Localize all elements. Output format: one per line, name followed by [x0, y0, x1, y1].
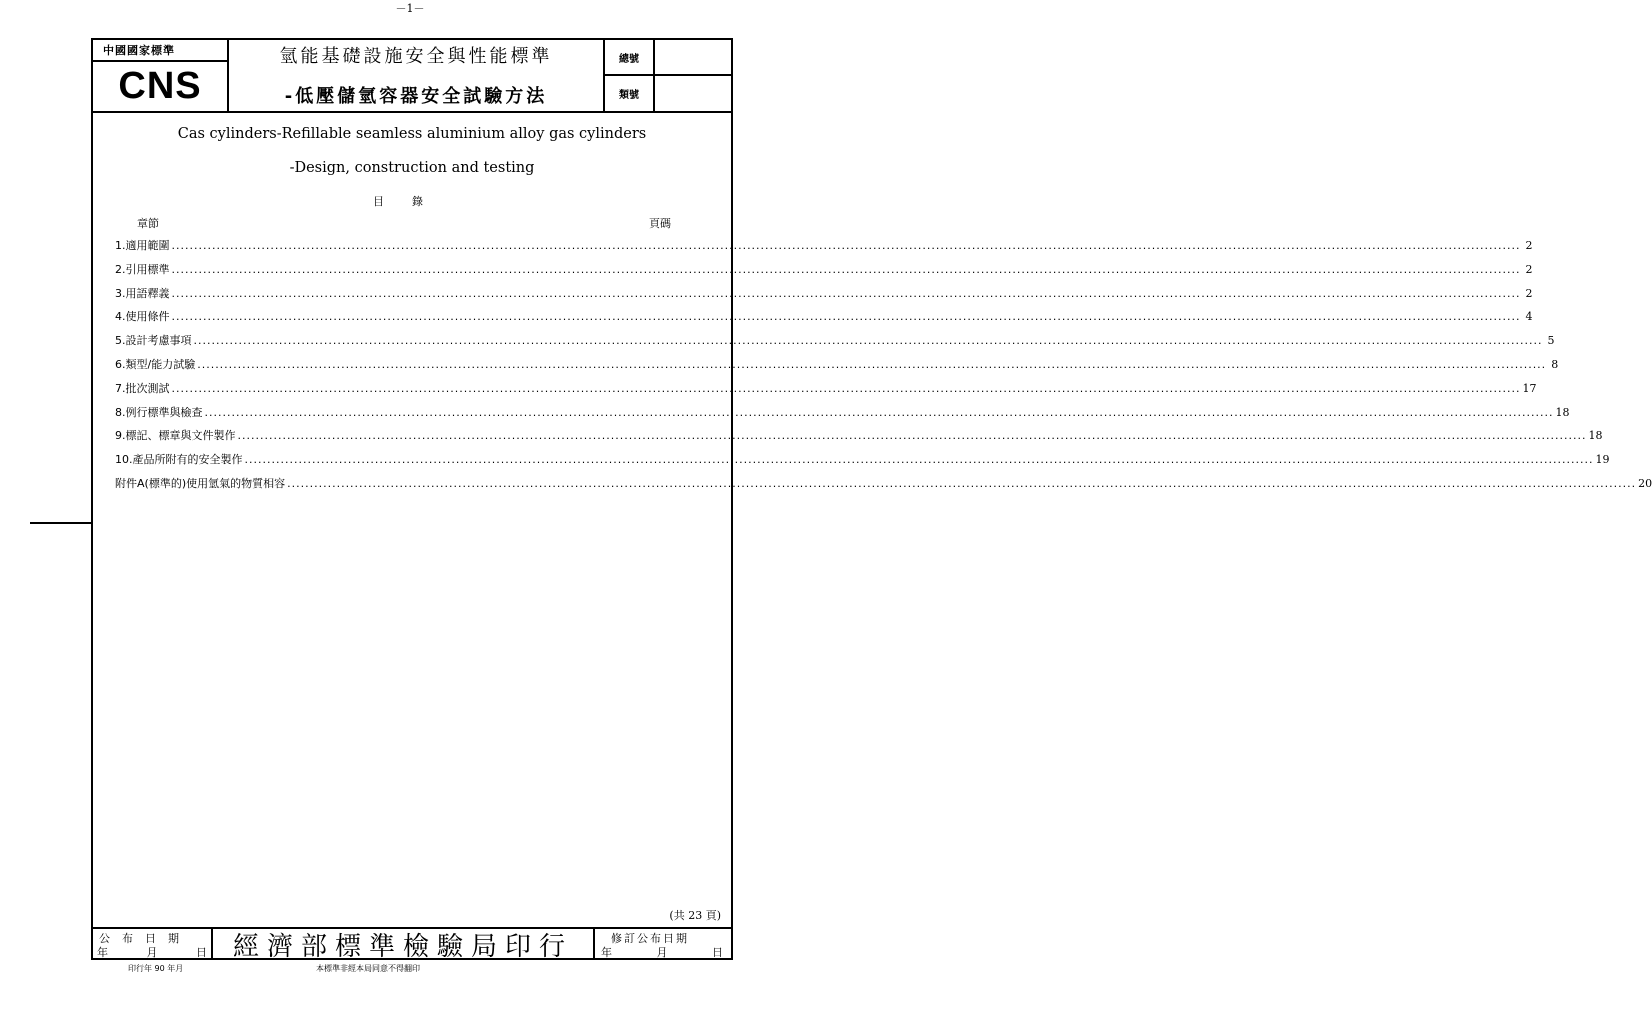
toc-entry-page: 4 — [1525, 310, 1533, 324]
toc-entry-label: 4.使用條件 — [115, 310, 170, 324]
toc-entry-page: 17 — [1522, 381, 1537, 395]
english-title-line2: -Design, construction and testing — [289, 160, 535, 176]
revision-date-fields — [601, 944, 723, 960]
toc-leader-dots: ............................................................................................................................................................................................................................................................................................................ — [171, 239, 1521, 252]
toc-entry — [115, 404, 1570, 428]
publish-day: 日 — [196, 946, 207, 959]
toc-entry — [115, 308, 1533, 332]
footer-block — [93, 927, 731, 960]
class-number-value — [655, 76, 731, 111]
org-label: 中國國家標準 — [93, 40, 229, 62]
document-subtitle: -低壓儲氫容器安全試驗方法 — [284, 86, 548, 107]
class-number-label: 類號 — [605, 76, 655, 111]
revision-month: 月 — [656, 946, 668, 959]
toc-entry-label: 9.標記、標章與文件製作 — [115, 429, 236, 443]
toc-leader-dots: ............................................................................................................................................................................................................................................................................................................ — [171, 381, 1521, 395]
toc-entry-page: 2 — [1525, 262, 1533, 276]
revision-date-cell — [595, 929, 731, 960]
cns-logo: CNS — [93, 62, 229, 111]
toc-entry-label: 2.引用標準 — [115, 262, 170, 276]
toc-page-header: 頁碼 — [649, 217, 671, 230]
english-title-line1: Cas cylinders-Refillable seamless aluminium alloy gas cylinders — [177, 126, 647, 142]
toc-entry-page: 18 — [1555, 405, 1570, 419]
toc-entry-label: 8.例行標準與檢查 — [115, 405, 203, 419]
toc-entry-page: 2 — [1525, 286, 1533, 300]
toc-chapter-header: 章節 — [137, 217, 159, 230]
toc-entry — [115, 261, 1533, 285]
toc-leader-dots: ............................................................................................................................................................................................................................................................................................................ — [244, 453, 1594, 467]
toc-leader-dots: ............................................................................................................................................................................................................................................................................................................ — [287, 476, 1637, 490]
print-note: 印行年 90 年月 — [128, 964, 184, 973]
toc-entry-label: 10.產品所附有的安全製作 — [115, 453, 243, 467]
toc-entry-page: 18 — [1588, 429, 1603, 443]
toc-leader-dots: ............................................................................................................................................................................................................................................................................................................ — [197, 357, 1547, 371]
toc-entry — [115, 427, 1603, 451]
revision-day: 日 — [712, 946, 723, 959]
document-frame — [91, 38, 1652, 962]
toc-entry-page: 2 — [1525, 239, 1533, 252]
header-block — [93, 40, 731, 113]
total-pages: (共 23 頁) — [669, 909, 721, 922]
toc-leader-dots: ............................................................................................................................................................................................................................................................................................................ — [204, 405, 1554, 419]
toc-entry — [115, 285, 1533, 309]
toc-entry-page: 19 — [1595, 453, 1610, 467]
toc-leader-dots: ............................................................................................................................................................................................................................................................................................................ — [171, 286, 1521, 300]
margin-line — [30, 522, 91, 524]
copyright-note: 本標準非經本局同意不得翻印 — [316, 964, 420, 973]
page-number: －1－ — [395, 2, 425, 15]
toc-leader-dots: ............................................................................................................................................................................................................................................................................................................ — [193, 334, 1543, 348]
toc-entry-page: 8 — [1551, 357, 1559, 371]
toc-entry — [115, 451, 1610, 475]
toc-leader-dots: ............................................................................................................................................................................................................................................................................................................ — [171, 310, 1521, 324]
total-number-label: 總號 — [605, 40, 655, 76]
revision-year: 年 — [601, 946, 612, 959]
toc-list — [115, 237, 1652, 499]
toc-entry — [115, 237, 1533, 261]
toc-entry-label: 附件A(標準的)使用氫氣的物質相容 — [115, 476, 286, 490]
toc-entry-label: 5.設計考慮事項 — [115, 334, 192, 348]
publish-month: 月 — [146, 946, 158, 959]
document-title: 氫能基礎設施安全與性能標準 — [279, 46, 553, 67]
publish-year: 年 — [97, 946, 108, 959]
toc-entry — [115, 356, 1559, 380]
publish-date-label: 公布日期 — [99, 932, 191, 945]
toc-entry-label: 6.類型/能力試驗 — [115, 357, 196, 371]
title-cell — [229, 40, 605, 111]
toc-entry — [115, 332, 1555, 356]
total-number-value — [655, 40, 731, 76]
toc-entry — [115, 475, 1652, 499]
toc-leader-dots: ............................................................................................................................................................................................................................................................................................................ — [237, 429, 1587, 443]
toc-entry-page: 20 — [1638, 476, 1652, 490]
toc-entry-label: 3.用語釋義 — [115, 286, 170, 300]
publish-date-fields — [97, 944, 207, 960]
revision-date-label: 修訂公布日期 — [611, 932, 689, 945]
toc-entry-label: 1.適用範圍 — [115, 239, 170, 252]
toc-entry-page: 5 — [1547, 334, 1555, 348]
agency-name: 經濟部標準檢驗局印行 — [213, 929, 595, 960]
publish-date-cell — [93, 929, 213, 960]
toc-entry — [115, 380, 1537, 404]
toc-leader-dots: ............................................................................................................................................................................................................................................................................................................ — [171, 262, 1521, 276]
toc-entry-label: 7.批次測試 — [115, 381, 170, 395]
toc-title: 目錄 — [373, 195, 451, 208]
